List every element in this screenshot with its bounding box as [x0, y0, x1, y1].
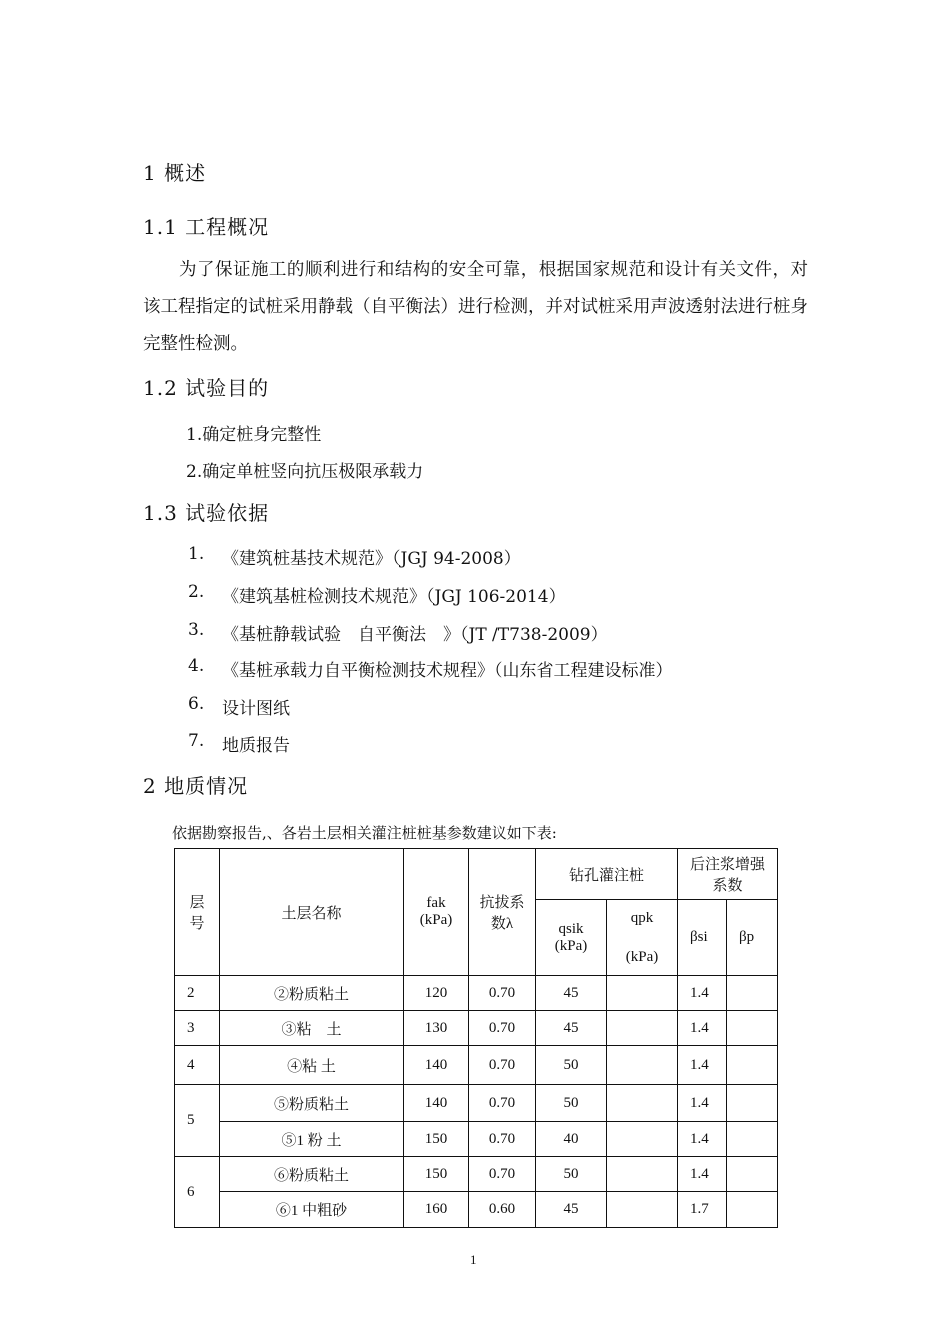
header-qpk-unit: (kPa)	[625, 948, 659, 965]
cell-lambda: 0.70	[469, 976, 536, 1011]
cell-lambda: 0.70	[469, 1085, 536, 1122]
project-overview-paragraph: 为了保证施工的顺利进行和结构的安全可靠，根据国家规范和设计有关文件，对该工程指定的试桩采用静载（自平衡法）进行检测，并对试桩采用声波透射法进行桩身完整性检测。	[143, 260, 808, 354]
reference-number: 4.	[188, 656, 205, 676]
cell-fak: 150	[404, 1122, 469, 1157]
cell-beta-si: 1.7	[678, 1192, 727, 1228]
cell-soil-name: ⑥1 中粗砂	[220, 1192, 404, 1228]
cell-fak: 140	[404, 1085, 469, 1122]
cell-lambda: 0.70	[469, 1046, 536, 1085]
cell-qsik: 50	[536, 1157, 607, 1192]
cell-beta-si: 1.4	[678, 976, 727, 1011]
cell-qpk	[607, 1011, 678, 1046]
cell-qsik: 45	[536, 1011, 607, 1046]
cell-soil-name: ⑤1 粉 土	[220, 1122, 404, 1157]
reference-text: 地质报告	[222, 736, 290, 756]
cell-fak: 160	[404, 1192, 469, 1228]
reference-number: 6.	[188, 694, 205, 714]
table-row	[175, 1157, 778, 1192]
section-heading-project-overview: 1.1 工程概况	[143, 215, 270, 239]
cell-qsik: 50	[536, 1085, 607, 1122]
header-layer-no: 层号	[175, 849, 220, 976]
table-row	[175, 1011, 778, 1046]
header-uplift-coefficient: 抗拔系数λ	[469, 849, 536, 976]
header-post-grouting: 后注浆增强系数	[678, 849, 778, 900]
cell-beta-p	[727, 1157, 778, 1192]
reference-number: 1.	[188, 544, 205, 564]
cell-soil-name: ⑥粉质粘土	[220, 1157, 404, 1192]
section-heading-geology: 2 地质情况	[143, 774, 249, 798]
reference-text: 《基桩静载试验 自平衡法 》（JT /T738-2009）	[222, 625, 608, 645]
reference-number: 2.	[188, 582, 205, 602]
table-row	[175, 1192, 778, 1228]
section-heading-overview: 1 概述	[143, 161, 207, 185]
cell-beta-si: 1.4	[678, 1157, 727, 1192]
page-number: 1	[470, 1252, 477, 1267]
cell-beta-si: 1.4	[678, 1122, 727, 1157]
cell-qpk	[607, 1122, 678, 1157]
section-heading-test-purpose: 1.2 试验目的	[143, 376, 270, 400]
cell-beta-p	[727, 1046, 778, 1085]
reference-number: 3.	[188, 620, 205, 640]
cell-layer: 2	[175, 976, 220, 1011]
cell-beta-p	[727, 1085, 778, 1122]
cell-qpk	[607, 1157, 678, 1192]
cell-lambda: 0.70	[469, 1011, 536, 1046]
cell-beta-si: 1.4	[678, 1011, 727, 1046]
header-soil-name: 土层名称	[220, 849, 404, 976]
header-qpk	[607, 900, 678, 976]
cell-layer: 5	[175, 1085, 220, 1157]
table-row	[175, 1046, 778, 1085]
table-caption: 依据勘察报告,、各岩土层相关灌注桩桩基参数建议如下表:	[172, 824, 557, 842]
cell-qpk	[607, 1085, 678, 1122]
reference-text: 设计图纸	[222, 699, 290, 719]
table-row	[175, 1085, 778, 1122]
reference-text: 《建筑基桩检测技术规范》（JGJ 106-2014）	[222, 587, 566, 607]
header-beta-si: βsi	[678, 900, 727, 976]
cell-soil-name: ⑤粉质粘土	[220, 1085, 404, 1122]
reference-text: 《基桩承载力自平衡检测技术规程》（山东省工程建设标准）	[222, 661, 673, 681]
header-bored-pile: 钻孔灌注桩	[536, 849, 678, 900]
cell-beta-p	[727, 1011, 778, 1046]
cell-layer: 3	[175, 1011, 220, 1046]
cell-lambda: 0.70	[469, 1157, 536, 1192]
cell-layer: 6	[175, 1157, 220, 1228]
cell-soil-name: ④粘 土	[220, 1046, 404, 1085]
cell-layer: 4	[175, 1046, 220, 1085]
cell-fak: 140	[404, 1046, 469, 1085]
cell-soil-name: ②粉质粘土	[220, 976, 404, 1011]
cell-fak: 120	[404, 976, 469, 1011]
cell-soil-name: ③粘 土	[220, 1011, 404, 1046]
cell-beta-p	[727, 1192, 778, 1228]
cell-qsik: 45	[536, 1192, 607, 1228]
table-row	[175, 1122, 778, 1157]
cell-qpk	[607, 976, 678, 1011]
cell-lambda: 0.60	[469, 1192, 536, 1228]
section-heading-test-basis: 1.3 试验依据	[143, 501, 270, 525]
cell-fak: 150	[404, 1157, 469, 1192]
cell-beta-p	[727, 1122, 778, 1157]
cell-beta-si: 1.4	[678, 1046, 727, 1085]
header-qpk-label: qpk	[630, 909, 654, 926]
cell-qpk	[607, 1046, 678, 1085]
purpose-item: 1.确定桩身完整性	[186, 425, 322, 445]
purpose-item: 2.确定单桩竖向抗压极限承载力	[186, 462, 424, 482]
header-qsik: qsik (kPa)	[536, 900, 607, 976]
cell-fak: 130	[404, 1011, 469, 1046]
cell-qsik: 40	[536, 1122, 607, 1157]
reference-number: 7.	[188, 731, 205, 751]
cell-qsik: 50	[536, 1046, 607, 1085]
header-fak: fak (kPa)	[404, 849, 469, 976]
cell-lambda: 0.70	[469, 1122, 536, 1157]
reference-text: 《建筑桩基技术规范》（JGJ 94-2008）	[222, 549, 521, 569]
cell-qsik: 45	[536, 976, 607, 1011]
soil-parameter-table	[174, 848, 778, 1228]
cell-qpk	[607, 1192, 678, 1228]
cell-beta-p	[727, 976, 778, 1011]
header-beta-p: βp	[727, 900, 778, 976]
cell-beta-si: 1.4	[678, 1085, 727, 1122]
table-row	[175, 976, 778, 1011]
